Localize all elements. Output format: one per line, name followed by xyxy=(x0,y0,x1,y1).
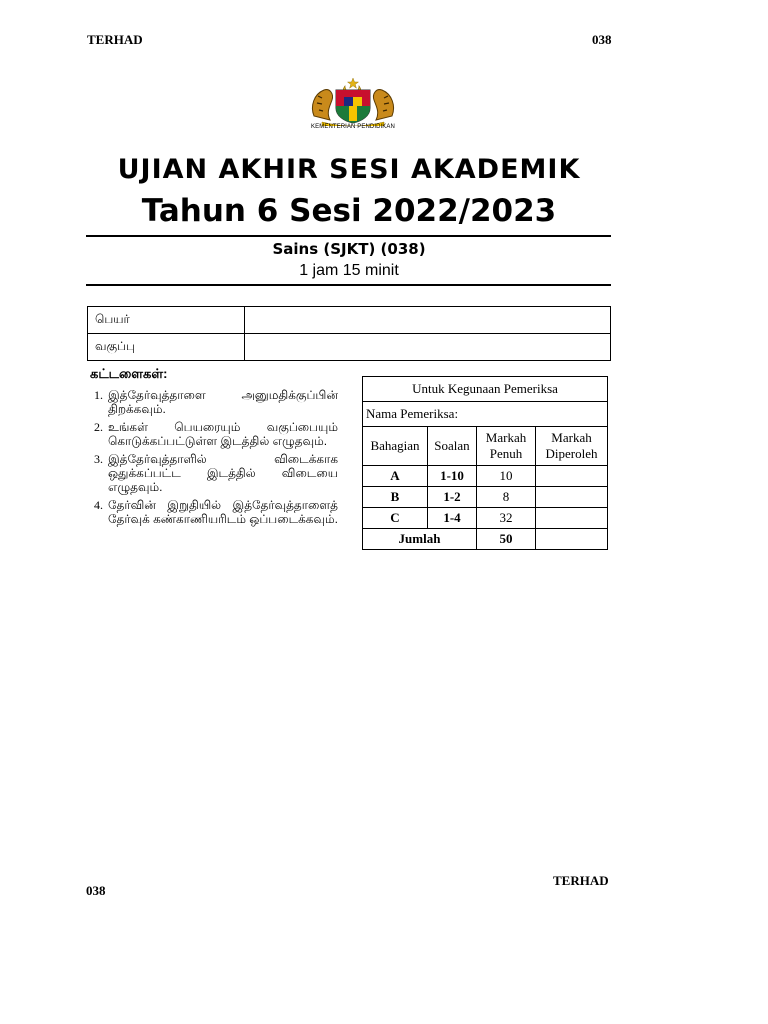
title-divider-bottom xyxy=(86,284,611,286)
markah-penuh-cell: 8 xyxy=(477,487,536,508)
total-row xyxy=(363,529,608,550)
examiner-name-row xyxy=(363,402,608,427)
class-field[interactable] xyxy=(245,334,611,361)
instruction-text: உங்கள் பெயரையும் வகுப்பையும் கொடுக்கப்பட்டுள்ள இடத்தில் எழுதவும். xyxy=(108,420,338,448)
examiner-name-field[interactable]: Nama Pemeriksa: xyxy=(363,402,608,427)
table-row xyxy=(363,466,608,487)
class-label: வகுப்பு xyxy=(88,334,245,361)
instruction-text: இத்தேர்வுத்தாளை அனுமதிக்குப்பின் திறக்கவும். xyxy=(108,388,338,416)
student-info-table xyxy=(87,306,611,361)
instructions-list xyxy=(94,388,338,530)
instruction-number: 1. xyxy=(94,388,103,402)
exam-duration: 1 jam 15 minit xyxy=(299,262,399,279)
bahagian-cell: B xyxy=(363,487,428,508)
subject-line: Sains (SJKT) (038) xyxy=(272,240,426,258)
total-obtained-cell[interactable] xyxy=(536,529,608,550)
instruction-number: 4. xyxy=(94,498,103,512)
bahagian-cell: A xyxy=(363,466,428,487)
footer-code: 038 xyxy=(86,883,106,898)
examiner-title-row xyxy=(363,377,608,402)
instruction-text: இத்தேர்வுத்தாளில் விடைக்காக ஒதுக்கப்பட்ட இடத்தில் விடையை எழுதவும். xyxy=(108,452,338,494)
table-row xyxy=(363,508,608,529)
markah-diperoleh-cell[interactable] xyxy=(536,487,608,508)
soalan-cell: 1-2 xyxy=(428,487,477,508)
soalan-cell: 1-10 xyxy=(428,466,477,487)
instruction-item xyxy=(94,388,338,416)
exam-session: Tahun 6 Sesi 2022/2023 xyxy=(141,193,557,229)
instruction-number: 2. xyxy=(94,420,103,434)
header-classification: TERHAD xyxy=(87,32,143,47)
examiner-table xyxy=(362,376,608,550)
bahagian-cell: C xyxy=(363,508,428,529)
title-divider-top xyxy=(86,235,611,237)
ministry-caption: KEMENTERIAN PENDIDIKAN xyxy=(311,124,395,130)
col-soalan: Soalan xyxy=(428,427,477,466)
instruction-item xyxy=(94,452,338,494)
instruction-item xyxy=(94,498,338,526)
markah-penuh-cell: 32 xyxy=(477,508,536,529)
examiner-table-title: Untuk Kegunaan Pemeriksa xyxy=(363,377,608,402)
total-value: 50 xyxy=(477,529,536,550)
instructions-heading: கட்டளைகள்: xyxy=(90,366,168,381)
footer-classification: TERHAD xyxy=(553,873,609,888)
markah-penuh-cell: 10 xyxy=(477,466,536,487)
markah-diperoleh-cell[interactable] xyxy=(536,508,608,529)
col-markah-diperoleh: Markah Diperoleh xyxy=(536,427,608,466)
soalan-cell: 1-4 xyxy=(428,508,477,529)
table-row xyxy=(363,487,608,508)
total-label: Jumlah xyxy=(363,529,477,550)
exam-title: UJIAN AKHIR SESI AKADEMIK xyxy=(117,154,581,185)
instruction-item xyxy=(94,420,338,448)
header-code: 038 xyxy=(592,32,612,47)
class-row xyxy=(88,334,611,361)
column-header-row xyxy=(363,427,608,466)
name-row xyxy=(88,307,611,334)
col-bahagian: Bahagian xyxy=(363,427,428,466)
markah-diperoleh-cell[interactable] xyxy=(536,466,608,487)
name-field[interactable] xyxy=(245,307,611,334)
name-label: பெயர் xyxy=(88,307,245,334)
instruction-number: 3. xyxy=(94,452,103,466)
instruction-text: தேர்வின் இறுதியில் இத்தேர்வுத்தாளைத் தேர்வுக் கண்காணியரிடம் ஒப்படைக்கவும். xyxy=(108,498,338,526)
col-markah-penuh: Markah Penuh xyxy=(477,427,536,466)
